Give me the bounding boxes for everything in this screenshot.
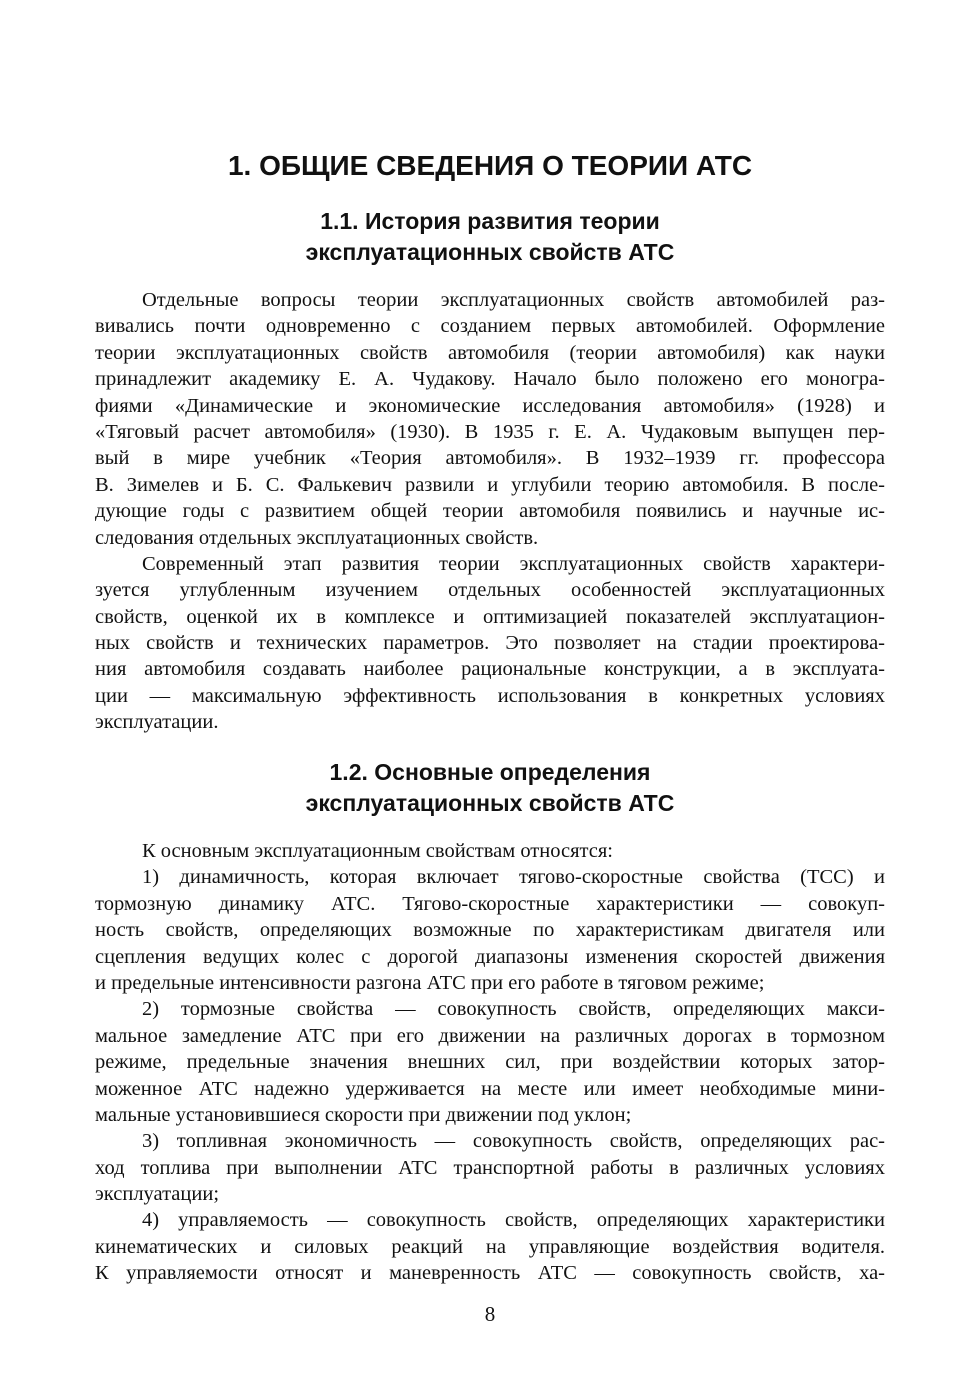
- text-line: фиями «Динамические и экономические исследования автомобиля» (1928) и: [95, 394, 885, 417]
- text-line: и предельные интенсивности разгона АТС при его работе в тяговом режиме;: [95, 971, 765, 994]
- text-line: К основным эксплуатационным свойствам относятся:: [142, 840, 613, 862]
- section-title-line: 1.2. Основные определения: [329, 759, 651, 785]
- text-line: следования отдельных эксплуатационных свойств.: [95, 526, 539, 549]
- text-line: 2) тормозные свойства — совокупность свойств, определяющих макси-: [142, 998, 885, 1021]
- text-line: ции — максимальную эффективность использования в конкретных условиях: [95, 684, 885, 707]
- text-line: К управляемости относят и маневренность АТС — совокупность свойств, ха-: [95, 1262, 885, 1285]
- text-line: мальные установившиеся скорости при движении под уклон;: [95, 1103, 632, 1126]
- text-line: свойств, оценкой их в комплексе и оптимизацией показателей эксплуатацион-: [95, 605, 885, 628]
- text-line: вивались почти одновременно с созданием первых автомобилей. Оформление: [95, 315, 885, 338]
- paragraph: [95, 287, 885, 551]
- text-line: 3) топливная экономичность — совокупность свойств, определяющих рас-: [142, 1130, 885, 1153]
- text-line: 4) управляемость — совокупность свойств, определяющих характеристики: [142, 1209, 885, 1232]
- section-1-1-title: [0, 206, 980, 268]
- section-1-2-title: [0, 757, 980, 819]
- text-line: режиме, предельные значения внешних сил, при воздействии которых затор-: [95, 1051, 885, 1074]
- section-title-line: 1.1. История развития теории: [320, 208, 660, 234]
- text-line: В. Зимелев и Б. С. Фалькевич развили и углубили теорию автомобиля. В после-: [95, 473, 885, 496]
- text-line: Отдельные вопросы теории эксплуатационных свойств автомобилей раз-: [142, 289, 885, 311]
- section-1-1-body: [95, 287, 885, 736]
- paragraph: [95, 864, 885, 996]
- text-line: зуется углубленным изучением отдельных особенностей эксплуатационных: [95, 579, 885, 602]
- text-line: эксплуатации;: [95, 1183, 220, 1206]
- paragraph: [95, 551, 885, 736]
- paragraph: [95, 1207, 885, 1286]
- text-line: «Тяговый расчет автомобиля» (1930). В 1935 г. Е. А. Чудаковым выпущен пер-: [95, 420, 885, 443]
- text-line: кинематических и силовых реакций на управляющие воздействия водителя.: [95, 1235, 885, 1258]
- section-title-line: эксплуатационных свойств АТС: [305, 239, 675, 265]
- text-line: тормозную динамику АТС. Тягово-скоростные характеристики — совокуп-: [95, 892, 885, 915]
- text-line: моженное АТС надежно удерживается на месте или имеет необходимые мини-: [95, 1077, 885, 1100]
- section-title-line: эксплуатационных свойств АТС: [305, 790, 675, 816]
- text-line: ход топлива при выполнении АТС транспортной работы в различных условиях: [95, 1156, 885, 1179]
- section-1-2-body: [95, 838, 885, 1287]
- text-line: ния автомобиля создавать наиболее рациональные конструкции, а в эксплуата-: [95, 658, 885, 681]
- paragraph: [95, 996, 885, 1128]
- paragraph: [95, 1128, 885, 1207]
- text-line: ных свойств и технических параметров. Это позволяет на стадии проектирова-: [95, 632, 885, 655]
- text-line: теории эксплуатационных свойств автомобиля (теории автомобиля) как науки: [95, 341, 885, 364]
- text-line: вый в мире учебник «Теория автомобиля». В 1932–1939 гг. профессора: [95, 447, 885, 470]
- text-line: эксплуатации.: [95, 711, 219, 734]
- text-line: мальное замедление АТС при его движении на различных дорогах в тормозном: [95, 1024, 885, 1047]
- text-line: дующие годы с развитием общей теории автомобиля появились и научные ис-: [95, 500, 885, 523]
- paragraph: [95, 838, 885, 864]
- page-number: 8: [484, 1302, 496, 1326]
- text-line: 1) динамичность, которая включает тягово-скоростные свойства (ТСС) и: [142, 866, 885, 889]
- text-line: принадлежит академику Е. А. Чудакову. Начало было положено его моногра-: [95, 368, 885, 391]
- text-line: сцепления ведущих колес с дорогой диапазоны изменения скоростей движения: [95, 945, 885, 968]
- text-line: Современный этап развития теории эксплуатационных свойств характери-: [142, 552, 885, 575]
- chapter-title: 1. ОБЩИЕ СВЕДЕНИЯ О ТЕОРИИ АТС: [227, 150, 753, 181]
- text-line: ность свойств, определяющих возможные по характеристикам двигателя или: [95, 919, 885, 942]
